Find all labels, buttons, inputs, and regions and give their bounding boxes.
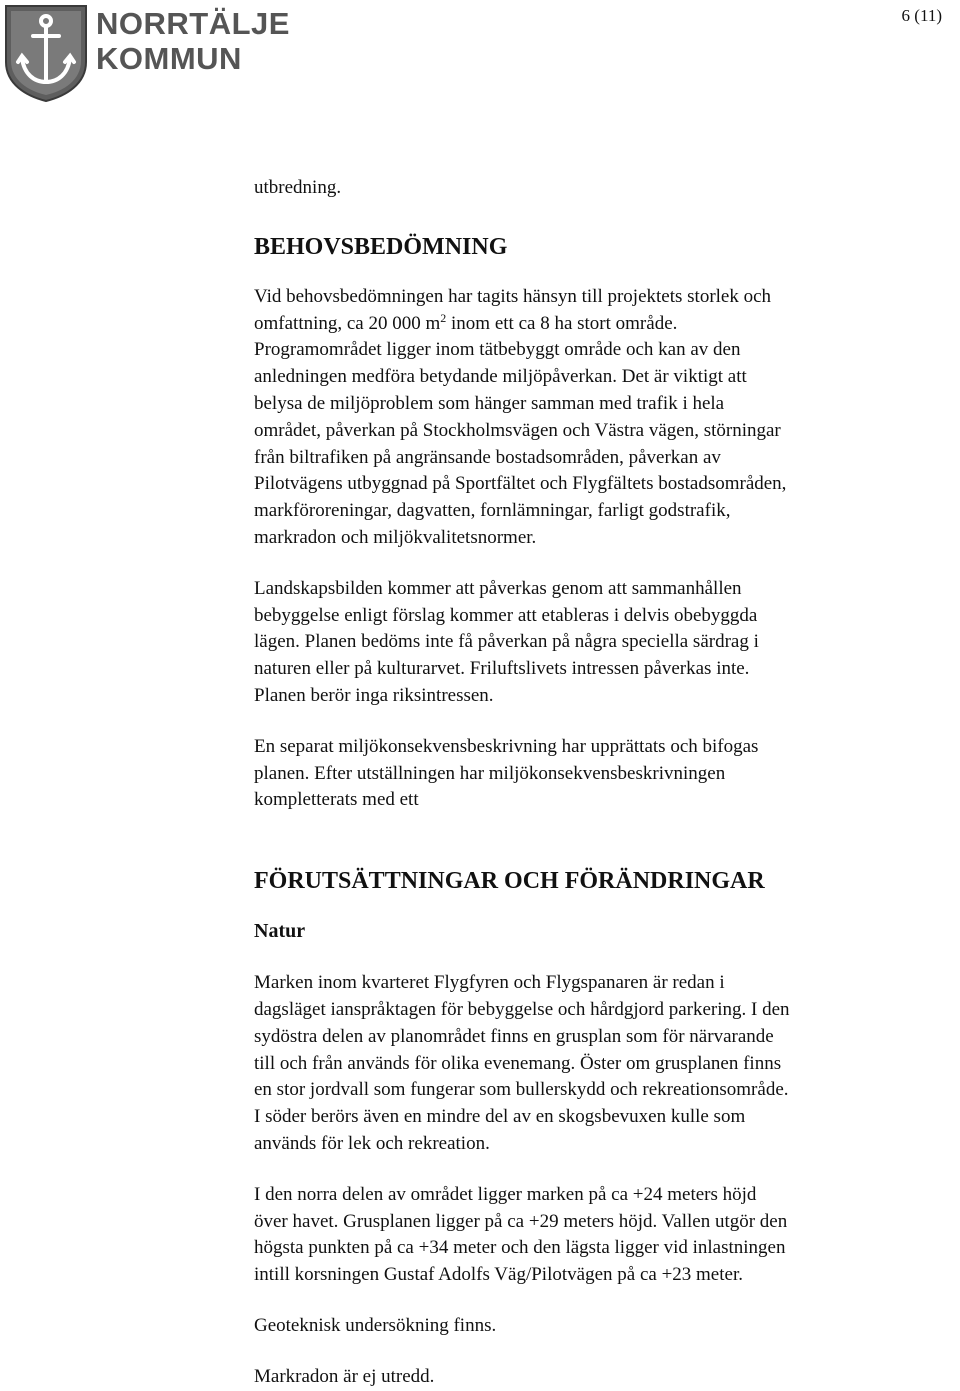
paragraph: Geoteknisk undersökning finns. bbox=[254, 1314, 497, 1336]
document-body bbox=[254, 175, 934, 1391]
text-line: bebyggelse enligt förslag kommer att etableras i delvis obebyggda bbox=[254, 604, 758, 626]
text-line: dagsläget ianspråktagen för bebyggelse och hårdgjord parkering. I den bbox=[254, 998, 790, 1020]
text-line: lägen. Planen bedöms inte få påverkan på några speciella särdrag i bbox=[254, 631, 759, 653]
logo-line-2: KOMMUN bbox=[96, 41, 242, 76]
logo-wordmark bbox=[96, 6, 290, 76]
text-line: en stor jordvall som fungerar som bullerskydd och rekreationsområde. bbox=[254, 1079, 789, 1101]
text-line: belysa de miljöproblem som hänger samman med trafik i hela bbox=[254, 392, 725, 414]
text-line bbox=[254, 311, 934, 338]
text-line: I söder berörs även en mindre del av en skogsbevuxen kulle som bbox=[254, 1106, 746, 1128]
municipal-shield-logo bbox=[4, 4, 88, 102]
text-line: anledningen medföra betydande miljöpåverkan. Det är viktigt att bbox=[254, 366, 747, 388]
text-line: Marken inom kvarteret Flygfyren och Flygspanaren är redan i bbox=[254, 972, 725, 994]
text-line: Programområdet ligger inom tätbebyggt område och kan av den bbox=[254, 339, 741, 361]
text-line: sydöstra delen av planområdet finns en grusplan som för närvarande bbox=[254, 1025, 774, 1047]
superscript: 2 bbox=[440, 310, 447, 325]
text-fragment: inom ett ca 8 ha stort område. bbox=[446, 312, 678, 334]
text-line: högsta punkten på ca +34 meter och den lägsta ligger vid inlastningen bbox=[254, 1237, 786, 1259]
text-line: Pilotvägens utbyggnad på Sportfältet och Flygfältets bostadsområden, bbox=[254, 473, 787, 495]
paragraph: Markradon är ej utredd. bbox=[254, 1365, 435, 1387]
text-line: över havet. Grusplanen ligger på ca +29 meters höjd. Vallen utgör den bbox=[254, 1210, 788, 1232]
text-line: området, påverkan på Stockholmsvägen och Västra vägen, störningar bbox=[254, 419, 781, 441]
text-line: kompletterats med ett bbox=[254, 789, 419, 811]
text-line: från biltrafiken på angränsande bostadsområden, påverkan av bbox=[254, 446, 721, 468]
subheading-natur: Natur bbox=[254, 920, 306, 943]
paragraph bbox=[254, 576, 934, 710]
paragraph bbox=[254, 284, 934, 552]
logo-line-1: NORRTÄLJE bbox=[96, 6, 290, 41]
text-line: I den norra delen av området ligger marken på ca +24 meters höjd bbox=[254, 1183, 757, 1205]
intro-text: utbredning. bbox=[254, 177, 342, 198]
text-line: intill korsningen Gustaf Adolfs Väg/Pilotvägen på ca +23 meter. bbox=[254, 1264, 743, 1286]
paragraph bbox=[254, 1182, 934, 1289]
text-line: planen. Efter utställningen har miljökonsekvensbeskrivningen bbox=[254, 762, 726, 784]
text-line: markradon och miljökvalitetsnormer. bbox=[254, 526, 537, 548]
text-fragment: omfattning, ca 20 000 m bbox=[254, 312, 441, 334]
section-heading-behovsbedomning: BEHOVSBEDÖMNING bbox=[254, 233, 508, 260]
text-line: Landskapsbilden kommer att påverkas genom att sammanhållen bbox=[254, 577, 742, 599]
text-line: Vid behovsbedömningen har tagits hänsyn till projektets storlek och bbox=[254, 285, 772, 307]
page-number: 6 (11) bbox=[901, 6, 942, 25]
text-line: används för lek och rekreation. bbox=[254, 1132, 490, 1154]
text-line: En separat miljökonsekvensbeskrivning har upprättats och bifogas bbox=[254, 735, 759, 757]
text-line: naturen eller på kulturarvet. Friluftslivets intressen påverkas inte. bbox=[254, 658, 750, 680]
paragraph bbox=[254, 970, 934, 1158]
text-line: markföroreningar, dagvatten, fornlämningar, farligt godstrafik, bbox=[254, 500, 731, 522]
text-line: till och från används för olika evenemang. Öster om grusplanen finns bbox=[254, 1052, 782, 1074]
text-line: Planen berör inga riksintressen. bbox=[254, 684, 494, 706]
section-heading-forutsattningar: FÖRUTSÄTTNINGAR OCH FÖRÄNDRINGAR bbox=[254, 868, 765, 895]
paragraph bbox=[254, 734, 934, 814]
